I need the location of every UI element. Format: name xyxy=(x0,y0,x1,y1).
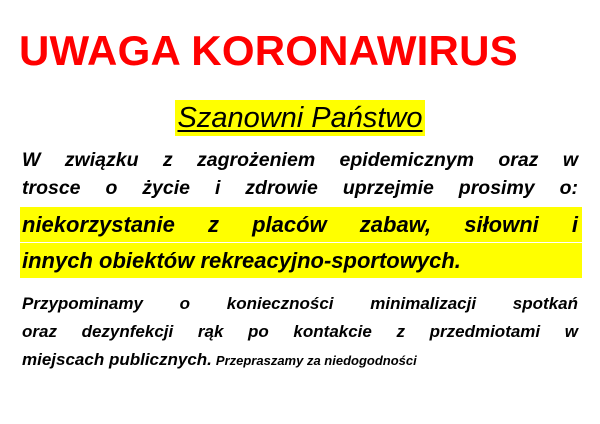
apology-note: Przepraszamy za niedogodności xyxy=(215,353,417,368)
request-line-2 xyxy=(22,243,461,278)
intro-line-1: W związku z zagrożeniem epidemicznym oraz w xyxy=(22,149,578,171)
request-line-1 xyxy=(22,207,578,242)
request-line-1-text: niekorzystanie z placów zabaw, siłowni i xyxy=(22,212,578,237)
request-line-2-text: innych obiektów rekreacyjno-sportowych. xyxy=(22,248,461,273)
salutation: Szanowni Państwo xyxy=(177,102,423,134)
reminder-line-1: Przypominamy o konieczności minimalizacji spotkań xyxy=(22,294,578,313)
reminder-line-2: oraz dezynfekcji rąk po kontakcie z przedmiotami w xyxy=(22,322,578,341)
reminder-line-3 xyxy=(22,346,417,375)
intro-line-2: trosce o życie i zdrowie uprzejmie prosimy o: xyxy=(22,177,578,199)
headline: UWAGA KORONAWIRUS xyxy=(19,27,518,74)
reminder-line-3-text: miejscach publicznych. xyxy=(22,350,212,369)
salutation-container xyxy=(0,100,600,136)
